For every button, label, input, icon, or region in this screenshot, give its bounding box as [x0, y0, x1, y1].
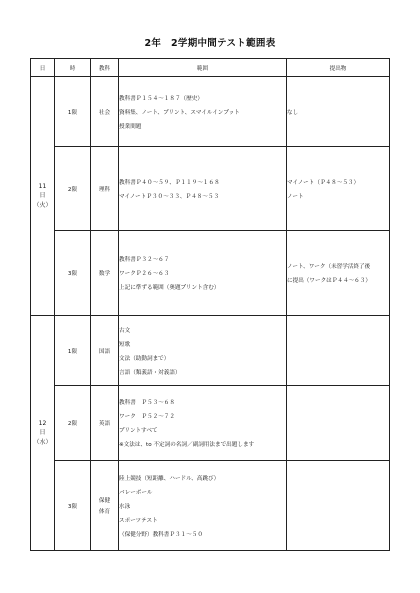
- range-line: 文法（助動詞まで）: [119, 355, 170, 362]
- day-unit: 日: [39, 429, 46, 437]
- range-line: 陸上競技（短距離、ハードル、高跳び）: [119, 475, 220, 482]
- header-subject: 教科: [91, 59, 119, 77]
- range-line: 古文: [119, 327, 131, 334]
- subject-cell: 理科: [91, 147, 119, 231]
- day-date: 11: [38, 183, 47, 191]
- range-line: 資料集、ノート、プリント、スマイルインプット: [119, 109, 240, 116]
- submission-cell: [287, 147, 390, 231]
- range-line: 教科書Ｐ３２～６７: [119, 257, 170, 263]
- period-cell: 3限: [55, 461, 91, 551]
- range-cell: [119, 461, 287, 551]
- range-line: マイノートＰ３０～３３、Ｐ４８～５３: [119, 193, 220, 200]
- range-cell: [119, 77, 287, 147]
- range-line: ワークＰ２６～６３: [119, 271, 170, 277]
- submission-cell: [287, 461, 390, 551]
- range-cell: [119, 316, 287, 386]
- range-line: 教科書 Ｐ５３～６８: [119, 400, 175, 406]
- submission-line: なし: [287, 109, 299, 116]
- subject-cell: [91, 461, 119, 551]
- submission-line: マイノート（Ｐ４８～５３）: [287, 179, 360, 186]
- table-row: [31, 386, 390, 461]
- page-title: 2年 2学期中間テスト範囲表: [144, 38, 276, 49]
- submission-cell: [287, 316, 390, 386]
- range-line: スポーツテスト: [119, 517, 158, 524]
- table-row: [31, 461, 390, 551]
- period-cell: 1限: [55, 316, 91, 386]
- range-line: 言語（類義語・対義語）: [119, 369, 181, 376]
- submission-line: に提出（ワークはＰ４４～６３）: [287, 278, 371, 284]
- header-range: 範囲: [119, 59, 287, 77]
- submission-line: ノート: [287, 193, 304, 200]
- day-unit: 日: [39, 192, 46, 200]
- day-weekday: （火）: [33, 201, 52, 209]
- subject-line: 体育: [98, 509, 111, 515]
- subject-line: 保健: [98, 498, 111, 504]
- table-row: [31, 147, 390, 231]
- range-cell: [119, 231, 287, 316]
- day-cell: [31, 77, 55, 316]
- header-period: 時: [55, 59, 91, 77]
- submission-cell: [287, 77, 390, 147]
- table-row: [31, 316, 390, 386]
- subject-cell: 社会: [91, 77, 119, 147]
- subject-cell: 数学: [91, 231, 119, 316]
- range-line: ※文法は、to 不定詞の名詞／副詞用法まで出題します: [119, 442, 255, 448]
- exam-range-table: [30, 58, 390, 551]
- subject-cell: 英語: [91, 386, 119, 461]
- range-line: ワーク Ｐ５２～７２: [119, 414, 175, 420]
- submission-cell: [287, 231, 390, 316]
- header-day: 日: [31, 59, 55, 77]
- range-line: 教科書Ｐ１５４～１８７（歴史）: [119, 95, 203, 102]
- period-cell: 2限: [55, 386, 91, 461]
- header-submission: 提出物: [287, 59, 390, 77]
- range-line: 上記に準ずる範囲（奥題プリント含む）: [119, 285, 220, 291]
- range-line: 水泳: [119, 503, 131, 510]
- table-header-row: [31, 59, 390, 77]
- range-line: プリントすべて: [119, 428, 158, 434]
- period-cell: 1限: [55, 77, 91, 147]
- range-cell: [119, 147, 287, 231]
- day-weekday: （水）: [33, 438, 52, 446]
- submission-cell: [287, 386, 390, 461]
- period-cell: 2限: [55, 147, 91, 231]
- range-line: 教科書Ｐ４０～５９、Ｐ１１９～１６８: [119, 179, 220, 186]
- subject-cell: 国語: [91, 316, 119, 386]
- table-row: [31, 231, 390, 316]
- day-date: 12: [38, 420, 47, 428]
- range-cell: [119, 386, 287, 461]
- submission-line: ノート、ワーク（未習学活終了後: [287, 264, 371, 270]
- range-line: バレーボール: [119, 489, 153, 496]
- range-line: 短歌: [119, 341, 131, 348]
- range-line: 授業間題: [119, 123, 142, 130]
- range-line: （保健分野）教科書Ｐ３１～５０: [119, 531, 203, 538]
- period-cell: 3限: [55, 231, 91, 316]
- table-row: [31, 77, 390, 147]
- day-cell: [31, 316, 55, 551]
